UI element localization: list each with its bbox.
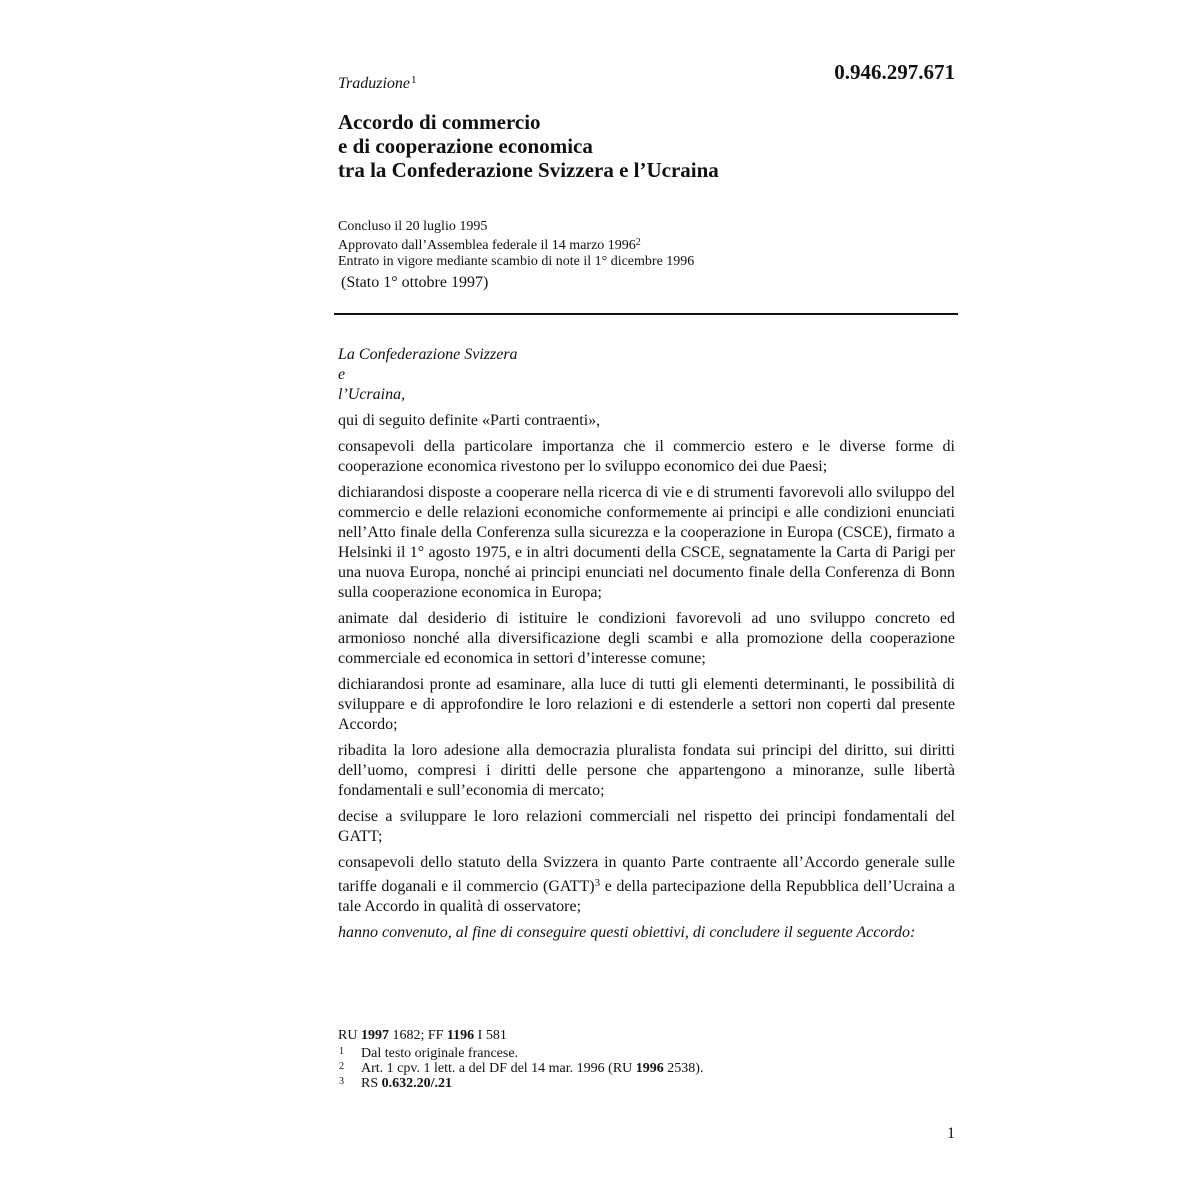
ref-ru-page: 1682; FF: [388, 1028, 447, 1043]
parties-definition: qui di seguito definite «Parti contraenti»,: [338, 412, 601, 429]
footnote-3-text: [361, 1076, 955, 1091]
footnote-2: [338, 1061, 955, 1076]
recital-gatt-part2: e della partecipazione della Repubblica dell’Ucraina a tale Accordo in qualità di osservatore;: [338, 878, 955, 915]
translation-label: [338, 74, 417, 93]
party-ukraine: l’Ucraina,: [338, 386, 406, 403]
in-force-date: Entrato in vigore mediante scambio di note il 1° dicembre 1996: [338, 254, 695, 269]
status-date: (Stato 1° ottobre 1997): [341, 274, 489, 291]
footnote-ref-1[interactable]: 1: [411, 74, 417, 86]
footnote-2-number: 2: [339, 1061, 344, 1072]
footnote-2-text-after: 2538).: [663, 1061, 704, 1076]
contracting-parties: [338, 345, 955, 405]
footnote-3-number: 3: [339, 1076, 344, 1087]
footnote-2-bold: 1996: [635, 1061, 664, 1076]
footnote-3-bold: 0.632.20/.21: [381, 1076, 453, 1091]
recital-6: decise a sviluppare le loro relazioni commerciali nel rispetto dei principi fondamentali del GATT;: [338, 808, 955, 845]
footnote-1: [338, 1046, 955, 1061]
party-switzerland: La Confederazione Svizzera: [338, 346, 518, 363]
page-number: 1: [947, 1125, 955, 1142]
ref-ff-year: 1196: [446, 1028, 475, 1043]
footnote-2-text: [361, 1061, 955, 1076]
document-metadata: [338, 219, 958, 270]
footnote-ref-2[interactable]: 2: [635, 237, 641, 248]
systematic-number: 0.946.297.671: [834, 60, 955, 84]
official-reference: [338, 1028, 955, 1043]
document-title: [338, 110, 958, 182]
footnote-1-number: 1: [339, 1046, 344, 1057]
concluded-date: Concluso il 20 luglio 1995: [338, 219, 488, 234]
footnote-2-text-before: Art. 1 cpv. 1 lett. a del DF del 14 mar. 1996 (RU: [361, 1061, 636, 1076]
recital-2: dichiarandosi disposte a cooperare nella ricerca di vie e di strumenti favorevoli allo sviluppo del commercio e delle relazioni economiche conformemente ai principi e alle condizioni enunciati nell’Atto finale della Conferenza sulla sicurezza e la cooperazione in Europa (CSCE), firmato a Helsinki il 1° agosto 1975, e in altri documenti della CSCE, segnatamente la Carta di Parigi per una nuova Europa, nonché ai principi enunciati nel documento finale della Conferenza di Bonn sulla cooperazione economica in Europa;: [338, 484, 955, 601]
footnote-3-text-before: RS: [361, 1076, 382, 1091]
title-line-3: tra la Confederazione Svizzera e l’Ucraina: [338, 158, 719, 182]
header-divider: [334, 313, 958, 315]
recital-4: dichiarandosi pronte ad esaminare, alla luce di tutti gli elementi determinanti, le possibilità di sviluppare e di approfondire le loro relazioni e di estenderle a settori non coperti dal presente Accordo;: [338, 676, 955, 733]
preamble: [338, 345, 955, 943]
recital-5: ribadita la loro adesione alla democrazia pluralista fondata sui principi del diritto, sui diritti dell’uomo, compresi i diritti delle persone che appartengono a minoranze, sulle libertà fondamentali e sull’economia di mercato;: [338, 742, 955, 799]
recital-gatt: [338, 853, 955, 917]
footnote-3: [338, 1076, 955, 1091]
ref-ru-label: RU: [338, 1028, 361, 1043]
ref-ff-page: I 581: [474, 1028, 507, 1043]
recital-1: consapevoli della particolare importanza che il commercio estero e le diverse forme di cooperazione economica rivestono per lo sviluppo economico dei due Paesi;: [338, 438, 955, 475]
approved-date-text: Approvato dall’Assemblea federale il 14 marzo 1996: [338, 238, 636, 253]
recital-3: animate dal desiderio di istituire le condizioni favorevoli ad uno sviluppo concreto ed armonioso nonché alla diversificazione degli scambi e alla promozione della cooperazione commerciale ed economica in settori d’interesse comune;: [338, 610, 955, 667]
footnotes-section: [338, 1028, 955, 1091]
approved-date: [338, 235, 958, 254]
recital-gatt-part1: consapevoli dello statuto della Svizzera in quanto Parte contraente all’Accordo generale sulle tariffe doganali e il commercio (GATT): [338, 854, 955, 895]
party-conjunction: e: [338, 366, 346, 383]
translation-label-text: Traduzione: [338, 75, 411, 92]
preamble-conclusion: hanno convenuto, al fine di conseguire questi obiettivi, di concludere il seguente Accordo:: [338, 924, 916, 941]
ref-ru-year: 1997: [360, 1028, 389, 1043]
footnote-1-text: Dal testo originale francese.: [361, 1046, 519, 1061]
footnote-ref-3[interactable]: 3: [594, 877, 601, 889]
title-line-2: e di cooperazione economica: [338, 134, 593, 158]
title-line-1: Accordo di commercio: [338, 110, 541, 134]
